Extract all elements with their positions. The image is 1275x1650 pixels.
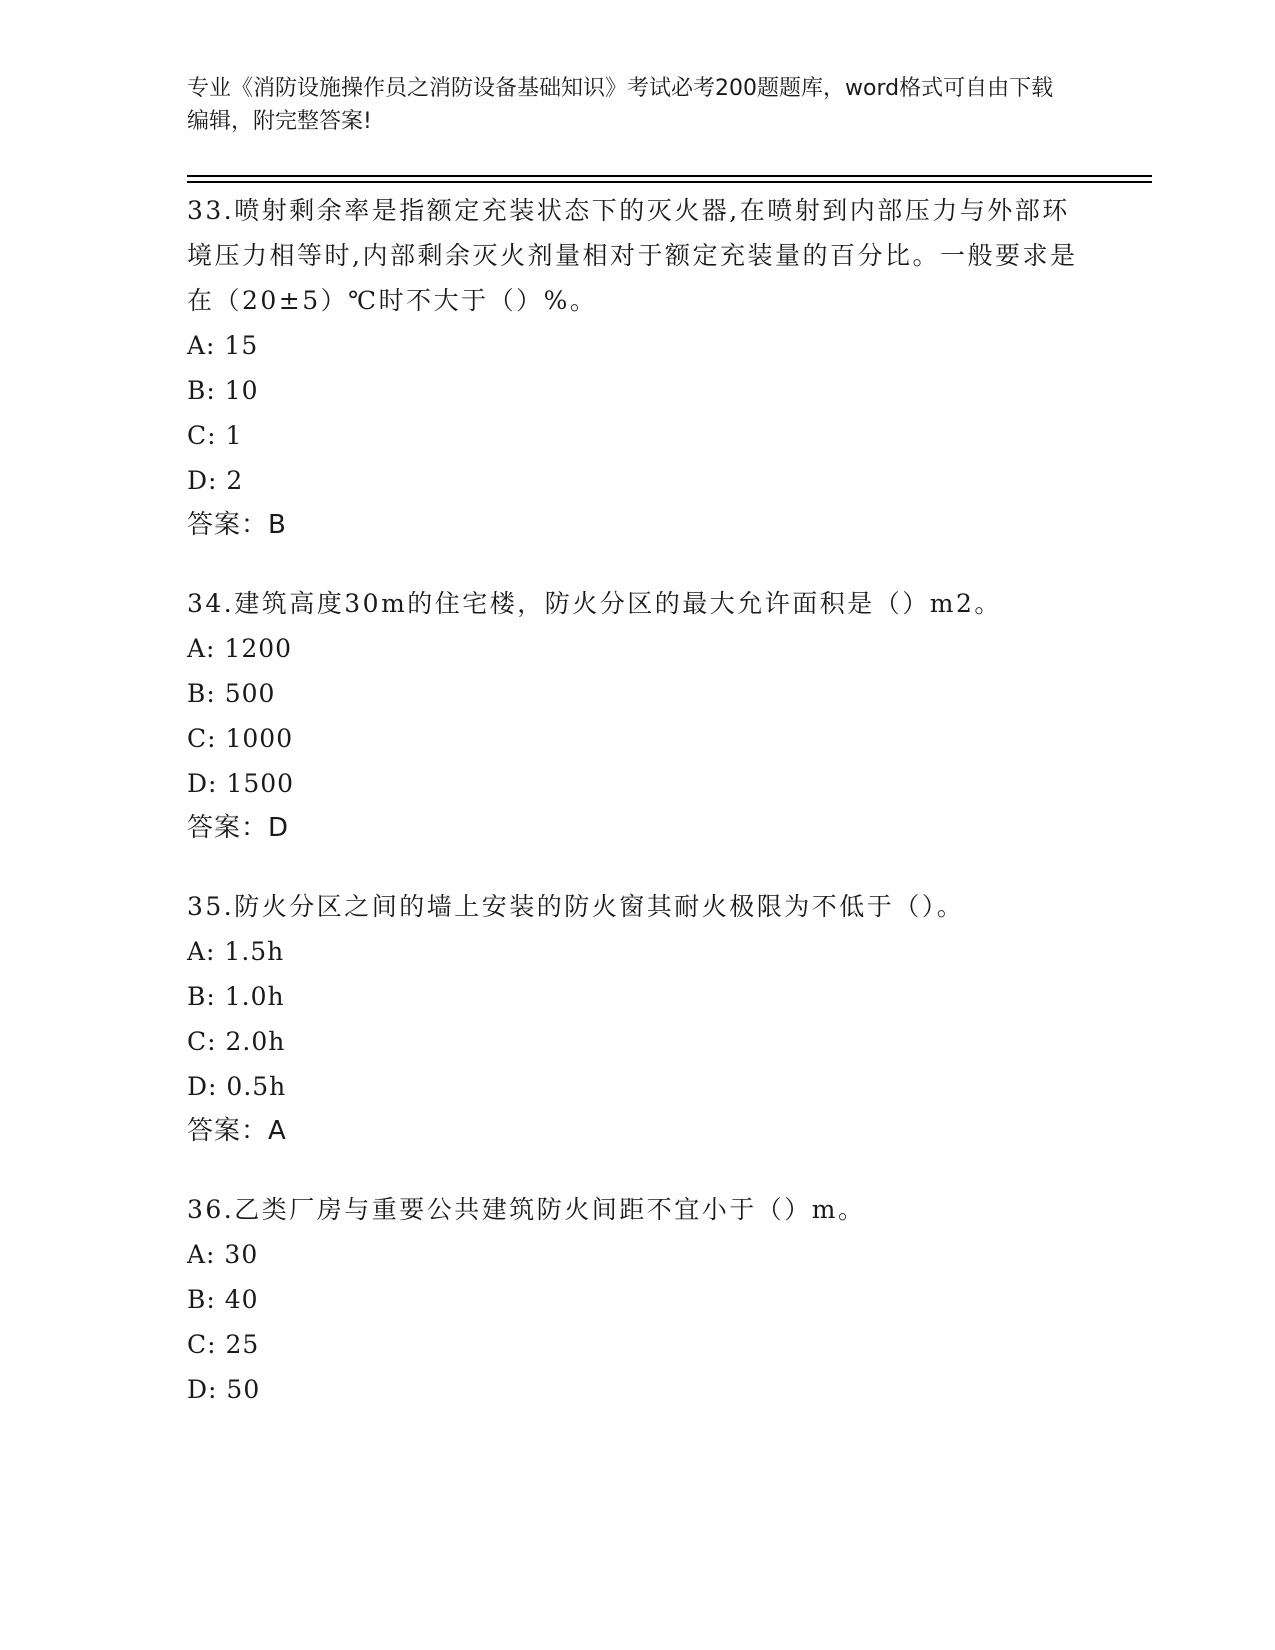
header-divider-bottom <box>187 181 1152 183</box>
option-d: D: 2 <box>187 466 244 495</box>
answer-line: 答案：D <box>187 813 290 843</box>
option-d: D: 0.5h <box>187 1072 287 1101</box>
option-b: B: 1.0h <box>187 982 285 1011</box>
question-stem: 34.建筑高度30m的住宅楼，防火分区的最大允许面积是（）m2。 <box>187 589 1002 618</box>
option-d: D: 1500 <box>187 769 295 798</box>
question-stem: 36.乙类厂房与重要公共建筑防火间距不宜小于（）m。 <box>187 1195 866 1224</box>
option-b: B: 10 <box>187 376 259 405</box>
option-b: B: 40 <box>187 1285 259 1314</box>
question-stem: 35.防火分区之间的墙上安装的防火窗其耐火极限为不低于（）。 <box>187 892 965 921</box>
option-c: C: 1000 <box>187 724 294 753</box>
question-list <box>187 188 1147 1445</box>
option-b: B: 500 <box>187 679 276 708</box>
option-a: A: 1.5h <box>187 937 285 966</box>
option-c: C: 25 <box>187 1330 260 1359</box>
header-divider-top <box>187 175 1152 177</box>
document-intro: 专业《消防设施操作员之消防设备基础知识》考试必考200题题库，word格式可自由下载编辑，附完整答案! <box>187 76 1054 134</box>
question-34 <box>187 581 1147 851</box>
option-d: D: 50 <box>187 1375 261 1404</box>
answer-line: 答案：A <box>187 1116 287 1146</box>
option-a: A: 30 <box>187 1240 259 1269</box>
question-stem: 33.喷射剩余率是指额定充装状态下的灭火器,在喷射到内部压力与外部环境压力相等时,内部剩余灭火剂量相对于额定充装量的百分比。一般要求是在（20±5）℃时不大于（）%。 <box>187 196 1078 315</box>
question-33 <box>187 188 1147 548</box>
question-35 <box>187 884 1147 1154</box>
option-c: C: 2.0h <box>187 1027 286 1056</box>
question-36 <box>187 1187 1147 1412</box>
option-a: A: 1200 <box>187 634 293 663</box>
option-a: A: 15 <box>187 331 259 360</box>
answer-line: 答案：B <box>187 510 287 540</box>
option-c: C: 1 <box>187 421 243 450</box>
